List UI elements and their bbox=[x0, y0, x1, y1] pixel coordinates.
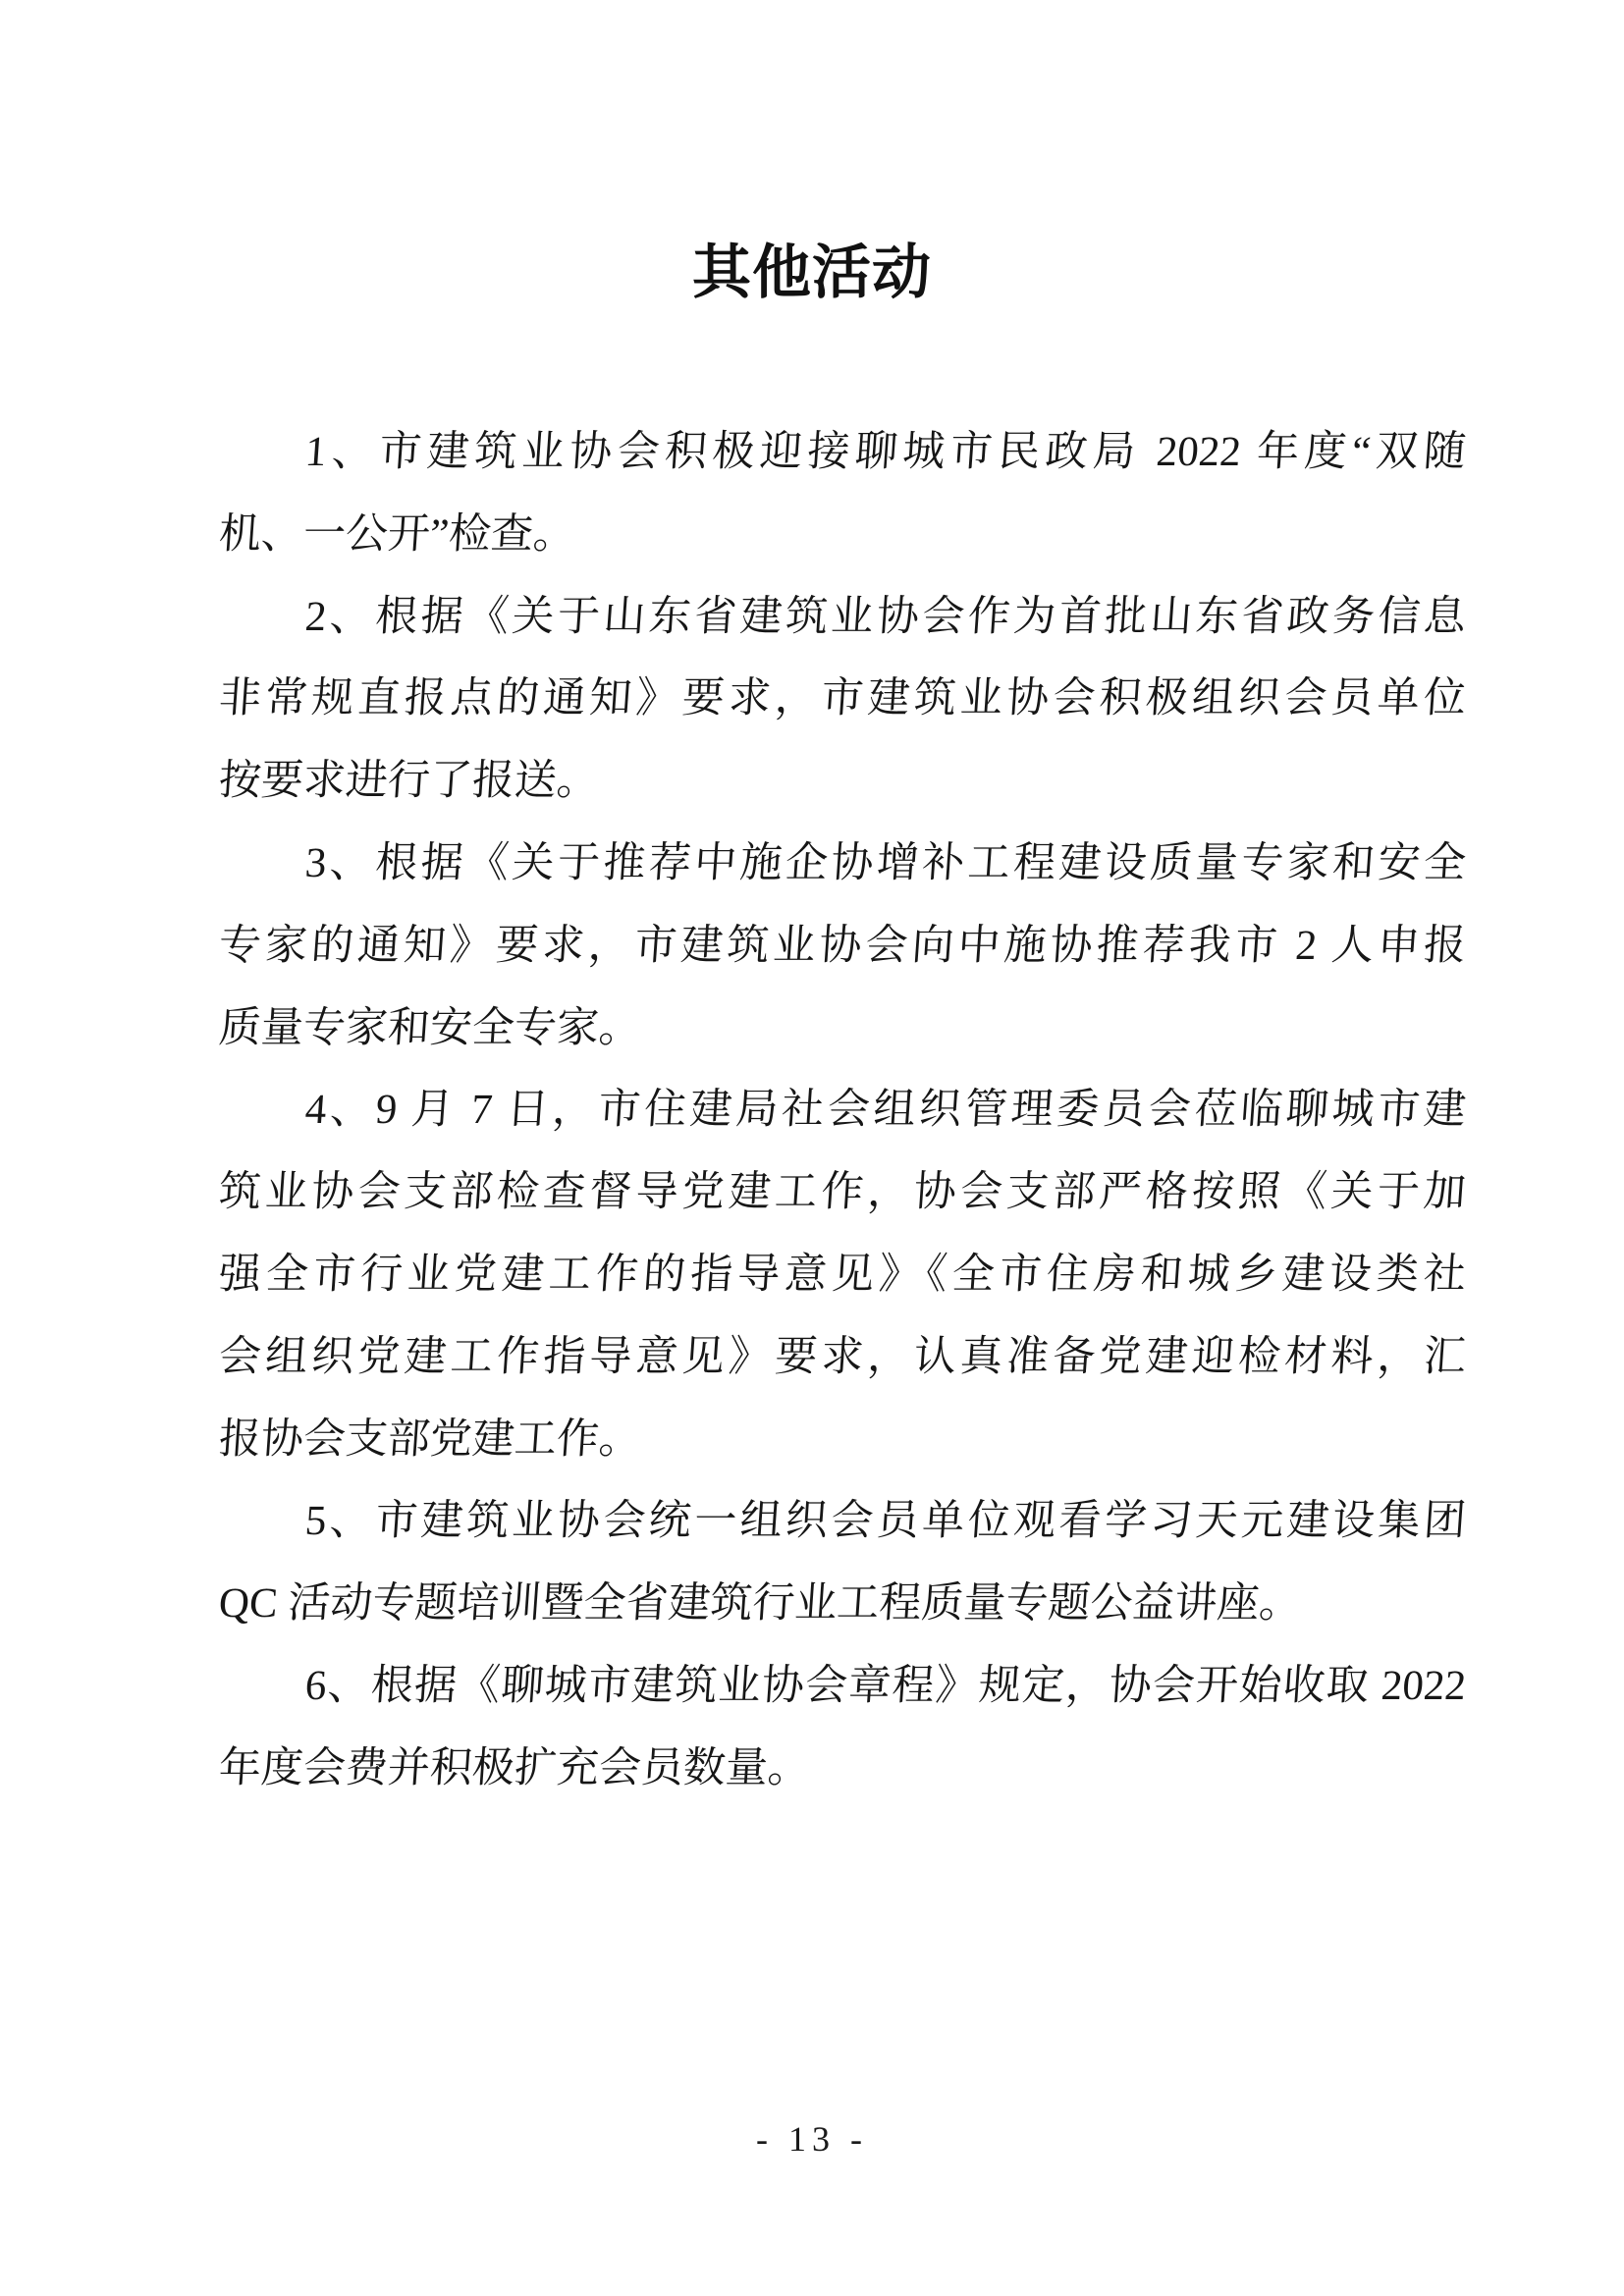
paragraph-line: 会组织党建工作指导意见》要求，认真准备党建迎检材料，汇 bbox=[217, 1333, 1468, 1380]
paragraph-line: 2、根据《关于山东省建筑业协会作为首批山东省政务信息 bbox=[303, 593, 1468, 640]
page-number: - 13 - bbox=[756, 2119, 868, 2159]
paragraph-line: 筑业协会支部检查督导党建工作，协会支部严格按照《关于加 bbox=[217, 1169, 1468, 1216]
paragraph bbox=[216, 823, 1468, 1069]
paragraph bbox=[216, 576, 1468, 823]
paragraph-line: 质量专家和安全专家。 bbox=[217, 1004, 643, 1051]
document-body bbox=[216, 411, 1468, 1810]
paragraph-line: 6、根据《聊城市建筑业协会章程》规定，协会开始收取 2022 bbox=[303, 1662, 1468, 1709]
paragraph-line: 专家的通知》要求，市建筑业协会向中施协推荐我市 2 人申报 bbox=[217, 922, 1468, 969]
paragraph-line: 年度会费并积极扩充会员数量。 bbox=[217, 1744, 812, 1791]
paragraph-line: 机、一公开”检查。 bbox=[217, 510, 577, 558]
paragraph-line: 非常规直报点的通知》要求，市建筑业协会积极组织会员单位 bbox=[217, 675, 1468, 722]
page-title: 其他活动 bbox=[692, 240, 932, 305]
paragraph-line: 3、根据《关于推荐中施企协增补工程建设质量专家和安全 bbox=[303, 839, 1468, 886]
paragraph bbox=[216, 1069, 1468, 1480]
paragraph-line: 1、市建筑业协会积极迎接聊城市民政局 2022 年度“双随 bbox=[303, 429, 1468, 475]
paragraph bbox=[216, 1480, 1468, 1645]
paragraph-line: QC 活动专题培训暨全省建筑行业工程质量专题公益讲座。 bbox=[217, 1580, 1304, 1628]
paragraph bbox=[216, 1645, 1468, 1810]
paragraph-line: 4、9 月 7 日，市住建局社会组织管理委员会莅临聊城市建 bbox=[303, 1087, 1468, 1134]
paragraph-line: 报协会支部党建工作。 bbox=[217, 1415, 643, 1463]
paragraph-line: 强全市行业党建工作的指导意见》《全市住房和城乡建设类社 bbox=[217, 1251, 1468, 1298]
paragraph-line: 5、市建筑业协会统一组织会员单位观看学习天元建设集团 bbox=[303, 1498, 1468, 1545]
paragraph bbox=[216, 411, 1468, 576]
paragraph-line: 按要求进行了报送。 bbox=[217, 758, 601, 805]
